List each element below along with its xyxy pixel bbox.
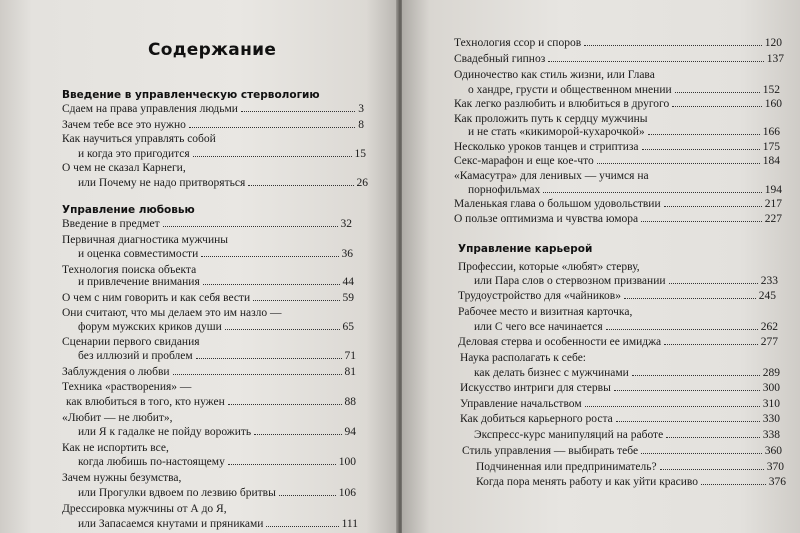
entry-title-line1: Как не испортить все, — [62, 442, 169, 454]
entry-page: 376 — [768, 476, 786, 488]
toc-entry — [474, 427, 780, 443]
entry-page: 26 — [356, 177, 368, 189]
leader-dots — [641, 443, 762, 454]
entry-title: О пользе оптимизма и чувства юмора — [454, 213, 639, 225]
toc-entry — [78, 348, 356, 364]
leader-dots — [248, 175, 353, 186]
leader-dots — [632, 365, 760, 376]
leader-dots — [642, 139, 760, 150]
entry-page: 175 — [762, 141, 780, 153]
entry-page: 71 — [344, 350, 356, 362]
right-page — [402, 0, 800, 533]
entry-title: и привлечение внимания — [78, 276, 200, 288]
entry-page: 106 — [338, 487, 356, 499]
toc-entry — [454, 51, 784, 67]
entry-title-line1: Наука располагать к себе: — [460, 352, 587, 364]
leader-dots — [585, 396, 760, 407]
toc-entry — [460, 396, 780, 412]
leader-dots — [675, 82, 760, 93]
entry-title: или Прогулки вдвоем по лезвию бритвы — [78, 487, 276, 499]
entry-title: Зачем тебе все это нужно — [62, 119, 186, 131]
section-heading: Управление карьерой — [458, 243, 593, 255]
entry-title: Маленькая глава о большом удовольствии — [454, 198, 661, 210]
toc-entry — [78, 516, 358, 532]
entry-title-line1: Сценарии первого свидания — [62, 336, 200, 348]
entry-title: или Я к гадалке не пойду ворожить — [78, 426, 252, 438]
leader-dots — [201, 246, 338, 257]
toc-entry — [458, 288, 776, 304]
entry-title: Технология ссор и споров — [454, 37, 582, 49]
entry-title: Управление начальством — [460, 398, 582, 410]
entry-page: 36 — [341, 248, 353, 260]
entry-page: 111 — [341, 518, 358, 530]
entry-page: 59 — [342, 292, 354, 304]
entry-page: 217 — [764, 198, 782, 210]
entry-title-line1: «Камасутра» для ленивых — учимся на — [454, 170, 649, 182]
toc-entry — [62, 216, 352, 232]
leader-dots — [189, 117, 355, 128]
entry-title: Трудоустройство для «чайников» — [458, 290, 621, 302]
entry-title: и не стать «кикиморой-кухарочкой» — [468, 126, 645, 138]
entry-title: или Почему не надо притворяться — [78, 177, 246, 189]
entry-page: 184 — [762, 155, 780, 167]
entry-page: 94 — [344, 426, 356, 438]
leader-dots — [606, 319, 758, 330]
entry-page: 65 — [342, 321, 354, 333]
entry-page: 8 — [358, 119, 364, 131]
leader-dots — [616, 411, 760, 422]
toc-entry — [462, 443, 782, 459]
toc-entry — [474, 273, 778, 289]
entry-title-line1: Первичная диагностика мужчины — [62, 234, 228, 246]
entry-page: 338 — [762, 429, 780, 441]
entry-title: или С чего все начинается — [474, 321, 603, 333]
entry-title: о хандре, грусти и общественном мнении — [468, 84, 672, 96]
entry-page: 160 — [764, 98, 782, 110]
leader-dots — [701, 474, 766, 485]
entry-title-line1: Технология поиска объекта — [62, 264, 197, 276]
entry-page: 44 — [342, 276, 354, 288]
toc-entry — [454, 35, 782, 51]
leader-dots — [203, 274, 340, 285]
section-heading: Управление любовью — [62, 204, 195, 216]
entry-title: или Пара слов о стервозном призвании — [474, 275, 666, 287]
toc-entry — [78, 485, 356, 501]
entry-title: Деловая стерва и особенности ее имиджа — [458, 336, 662, 348]
entry-title: Несколько уроков танцев и стриптиза — [454, 141, 639, 153]
leader-dots — [266, 516, 338, 527]
leader-dots — [279, 485, 336, 496]
entry-title: Стиль управления — выбирать тебе — [462, 445, 639, 457]
toc-entry — [460, 380, 780, 396]
leader-dots — [597, 153, 760, 164]
entry-title: Экспресс-курс манипуляций на работе — [474, 429, 664, 441]
toc-entry — [454, 96, 782, 112]
toc-entry — [78, 246, 353, 262]
leader-dots — [664, 334, 758, 345]
leader-dots — [648, 124, 760, 135]
entry-title: Как легко разлюбить и влюбиться в другого — [454, 98, 670, 110]
entry-page: 100 — [338, 456, 356, 468]
entry-title: без иллюзий и проблем — [78, 350, 193, 362]
entry-title: Как добиться карьерного роста — [460, 413, 613, 425]
toc-entry — [474, 319, 778, 335]
leader-dots — [254, 424, 341, 435]
toc-entry — [474, 365, 780, 381]
toc-entry — [62, 101, 364, 117]
entry-page: 245 — [758, 290, 776, 302]
entry-title-line1: О чем не сказал Карнеги, — [62, 162, 186, 174]
toc-entry — [78, 454, 356, 470]
entry-page: 32 — [340, 218, 352, 230]
entry-title: форум мужских криков души — [78, 321, 222, 333]
toc-entry — [468, 124, 780, 140]
entry-page: 227 — [764, 213, 782, 225]
toc-entry — [460, 411, 780, 427]
toc-entry — [62, 290, 354, 306]
entry-title: Подчиненная или предприниматель? — [476, 461, 657, 473]
section-heading: Введение в управленческую стервологию — [62, 89, 320, 101]
leader-dots — [193, 146, 352, 157]
leader-dots — [196, 348, 342, 359]
toc-entry — [66, 394, 356, 410]
entry-page: 81 — [344, 366, 356, 378]
entry-title: Когда пора менять работу и как уйти красиво — [476, 476, 698, 488]
entry-page: 137 — [766, 53, 784, 65]
entry-page: 262 — [760, 321, 778, 333]
entry-title-line1: Они считают, что мы делаем это им назло — — [62, 307, 282, 319]
leader-dots — [241, 101, 355, 112]
leader-dots — [253, 290, 339, 301]
entry-page: 120 — [764, 37, 782, 49]
entry-title-line1: Одиночество как стиль жизни, или Глава — [454, 69, 655, 81]
entry-title: когда любишь по-настоящему — [78, 456, 225, 468]
toc-entry — [78, 274, 354, 290]
entry-page: 330 — [762, 413, 780, 425]
toc-entry — [78, 175, 368, 191]
entry-title: и оценка совместимости — [78, 248, 199, 260]
toc-entry — [454, 196, 782, 212]
entry-title: порнофильмах — [468, 184, 541, 196]
toc-entry — [62, 364, 356, 380]
entry-page: 277 — [760, 336, 778, 348]
entry-title: Заблуждения о любви — [62, 366, 170, 378]
leader-dots — [641, 211, 762, 222]
entry-page: 152 — [762, 84, 780, 96]
leader-dots — [225, 319, 340, 330]
toc-entry — [78, 424, 356, 440]
entry-page: 360 — [764, 445, 782, 457]
entry-title: Секс-марафон и еще кое-что — [454, 155, 594, 167]
left-page — [0, 0, 398, 533]
entry-page: 88 — [344, 396, 356, 408]
leader-dots — [672, 96, 762, 107]
toc-entry — [454, 153, 780, 169]
entry-title-line1: Дрессировка мужчины от А до Я, — [62, 503, 227, 515]
entry-page: 3 — [358, 103, 364, 115]
entry-title-line1: Техника «растворения» — — [62, 381, 192, 393]
entry-page: 194 — [764, 184, 782, 196]
toc-entry — [476, 474, 786, 490]
toc-entry — [458, 334, 778, 350]
entry-title: О чем с ним говорить и как себя вести — [62, 292, 251, 304]
entry-title: как влюбиться в того, кто нужен — [66, 396, 225, 408]
toc-entry — [78, 319, 354, 335]
entry-page: 233 — [760, 275, 778, 287]
leader-dots — [228, 394, 342, 405]
entry-page: 310 — [762, 398, 780, 410]
toc-title: Содержание — [148, 40, 277, 60]
entry-title: Сдаем на права управления людьми — [62, 103, 238, 115]
entry-page: 15 — [354, 148, 366, 160]
leader-dots — [624, 288, 756, 299]
leader-dots — [548, 51, 764, 62]
entry-page: 300 — [762, 382, 780, 394]
leader-dots — [163, 216, 338, 227]
entry-page: 166 — [762, 126, 780, 138]
entry-title-line1: Как проложить путь к сердцу мужчины — [454, 113, 648, 125]
leader-dots — [584, 35, 762, 46]
leader-dots — [543, 182, 762, 193]
leader-dots — [666, 427, 760, 438]
entry-title-line1: Профессии, которые «любят» стерву, — [458, 261, 640, 273]
entry-title: Введение в предмет — [62, 218, 160, 230]
leader-dots — [669, 273, 758, 284]
leader-dots — [660, 459, 764, 470]
leader-dots — [614, 380, 760, 391]
entry-page: 370 — [766, 461, 784, 473]
entry-title-line1: Рабочее место и визитная карточка, — [458, 306, 633, 318]
leader-dots — [664, 196, 762, 207]
entry-page: 289 — [762, 367, 780, 379]
entry-title: Свадебный гипноз — [454, 53, 546, 65]
leader-dots — [228, 454, 336, 465]
entry-title: и когда это пригодится — [78, 148, 190, 160]
entry-title-line1: Зачем нужны безумства, — [62, 472, 182, 484]
entry-title: или Запасаемся кнутами и пряниками — [78, 518, 264, 530]
entry-title: Искусство интриги для стервы — [460, 382, 611, 394]
entry-title-line1: «Любит — не любит», — [62, 412, 173, 424]
leader-dots — [173, 364, 342, 375]
entry-title-line1: Как научиться управлять собой — [62, 133, 216, 145]
toc-entry — [476, 459, 784, 475]
toc-entry — [454, 211, 782, 227]
entry-title: как делать бизнес с мужчинами — [474, 367, 629, 379]
